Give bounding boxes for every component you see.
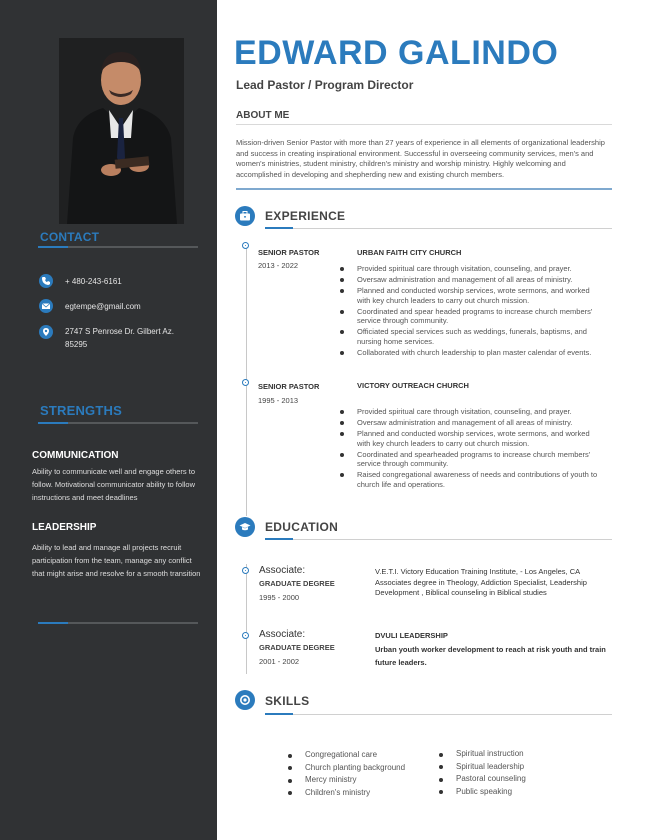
list-item: Raised congregational awareness of needs and contributions of youth to church life and operations.: [339, 470, 601, 489]
about-bottom-divider: [236, 188, 612, 190]
list-item: Coordinated and spear headed programs to increase church members' service through community.: [339, 307, 601, 326]
list-item: Planned and conducted worship services, wrote sermons, and worked with key church leaders to carry out church mission.: [339, 429, 601, 448]
list-item: Planned and conducted worship services, wrote sermons, and worked with key church leaders to carry out church mission.: [339, 286, 601, 305]
job-role: Lead Pastor / Program Director: [236, 78, 414, 92]
contact-email[interactable]: egtempe@gmail.com: [65, 302, 141, 311]
edu-2-dates: 2001 - 2002: [259, 657, 300, 666]
contact-divider: [38, 246, 198, 248]
list-item: Spiritual leadership: [438, 761, 526, 774]
list-item: Officiated special services such as weddings, funerals, baptisms, and nursing home services.: [339, 327, 601, 346]
edu-1-institution: V.E.T.I. Victory Education Training Institute, - Los Angeles, CA Associates degree in Theology, Addiction Specialist, Leadership Development , Biblical counseling in Biblical studies: [375, 567, 587, 597]
profile-photo: [59, 38, 184, 224]
contact-address: [65, 325, 174, 351]
about-text: Mission-driven Senior Pastor with more than 27 years of experience in all elements of organizational leadership and success in creating inspirational environment. Successful in overseeing community services, men's and women's ministries, student ministry, children's ministry and worship ministry. Highly welcoming and accomplished in developing and shepherding new and existing church members.: [236, 138, 605, 179]
list-item: Spiritual instruction: [438, 748, 526, 761]
edu-1-degree: Associate:: [259, 565, 306, 576]
timeline-dot-icon: [242, 379, 249, 386]
contact-heading: CONTACT: [40, 230, 100, 244]
list-item: Provided spiritual care through visitation, counseling, and prayer.: [339, 407, 601, 417]
list-item: Public speaking: [438, 786, 526, 799]
list-item: Children's ministry: [287, 787, 405, 800]
phone-icon: [39, 274, 53, 288]
edu-2-level: GRADUATE DEGREE: [259, 643, 335, 652]
job-1-dates: 2013 - 2022: [258, 261, 299, 270]
edu-2-degree: Associate:: [259, 629, 306, 640]
sidebar: [0, 0, 217, 840]
list-item: Congregational care: [287, 749, 405, 762]
strength-leadership-title: LEADERSHIP: [32, 522, 97, 533]
page-title: EDWARD GALINDO: [234, 34, 559, 72]
briefcase-icon: [235, 206, 255, 226]
edu-2-description: Urban youth worker development to reach at risk youth and train future leaders.: [375, 645, 606, 667]
job-1-title: SENIOR PASTOR: [258, 248, 320, 257]
timeline-dot-icon: [242, 567, 249, 574]
experience-heading: EXPERIENCE: [265, 209, 346, 223]
list-item: Oversaw administration and management of all areas of ministry.: [339, 418, 601, 428]
list-item: Mercy ministry: [287, 774, 405, 787]
about-divider: [236, 124, 612, 125]
timeline-dot-icon: [242, 242, 249, 249]
skills-divider: [265, 714, 612, 715]
strength-communication-title: COMMUNICATION: [32, 450, 119, 461]
education-divider: [265, 539, 612, 540]
strength-leadership-desc: Ability to lead and manage all projects recruit participation from the team, manage any conflict that might arise and resolve for a smooth transition: [32, 543, 201, 578]
job-1-org: URBAN FAITH CITY CHURCH: [357, 248, 462, 257]
list-item: Provided spiritual care through visitation, counseling, and prayer.: [339, 264, 601, 274]
skills-icon: [235, 690, 255, 710]
address-line-2: 85295: [65, 340, 88, 349]
education-heading: EDUCATION: [265, 520, 339, 534]
edu-1-level: GRADUATE DEGREE: [259, 579, 335, 588]
experience-divider: [265, 228, 612, 229]
job-2-title: SENIOR PASTOR: [258, 382, 320, 391]
skills-list-right: [438, 748, 526, 798]
graduation-cap-icon: [235, 517, 255, 537]
education-timeline: [246, 564, 247, 674]
list-item: Coordinated and spearheaded programs to increase church members' service through community.: [339, 450, 601, 469]
list-item: Collaborated with church leadership to plan master calendar of events.: [339, 348, 601, 358]
about-heading: ABOUT ME: [236, 110, 290, 121]
location-icon: [39, 325, 53, 339]
job-2-dates: 1995 - 2013: [258, 396, 299, 405]
job-2-duties: [339, 407, 601, 491]
job-1-duties: [339, 264, 601, 359]
strengths-heading: STRENGTHS: [40, 403, 122, 418]
edu-2-institution: DVULI LEADERSHIP: [375, 631, 448, 640]
list-item: Pastoral counseling: [438, 773, 526, 786]
list-item: Church planting background: [287, 762, 405, 775]
list-item: Oversaw administration and management of all areas of ministry.: [339, 275, 601, 285]
edu-1-dates: 1995 - 2000: [259, 593, 300, 602]
address-line-1: 2747 S Penrose Dr. Gilbert Az.: [65, 327, 174, 336]
strengths-divider: [38, 422, 198, 424]
timeline-dot-icon: [242, 632, 249, 639]
strength-communication-desc: Ability to communicate well and engage others to follow. Motivational communicator ability to follow instructions and meet deadlines: [32, 467, 196, 502]
job-2-org: VICTORY OUTREACH CHURCH: [357, 381, 469, 390]
skills-heading: SKILLS: [265, 694, 310, 708]
email-icon: [39, 299, 53, 313]
sidebar-bottom-divider: [38, 622, 198, 624]
contact-phone[interactable]: + 480-243-6161: [65, 277, 122, 286]
skills-list-left: [287, 749, 405, 799]
